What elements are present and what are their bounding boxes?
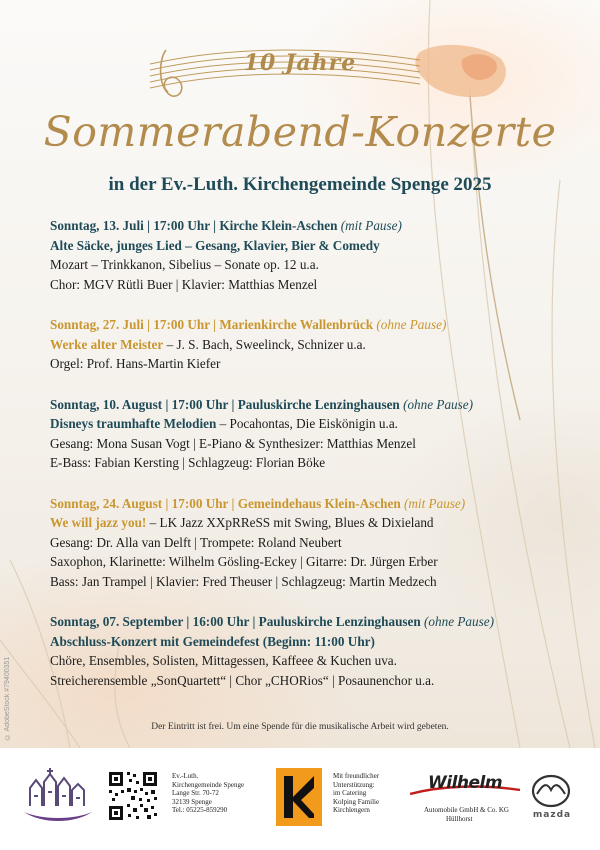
event-venue: Pauluskirche Lenzinghausen: [258, 614, 421, 629]
dealer-line: Hüllhorst: [446, 814, 473, 823]
event-line: Chöre, Ensembles, Solisten, Mittagessen, Kaffeee & Kuchen uva.: [50, 653, 397, 668]
address-line: Ev.-Luth.: [172, 772, 199, 780]
image-credit: © AdobeStock #79400351: [4, 656, 11, 740]
event-line: Saxophon, Klarinette: Wilhelm Gösling-Eckey | Gitarre: Dr. Jürgen Erber: [50, 554, 438, 569]
anniversary-label: 10 Jahre: [243, 50, 357, 76]
event-highlight-rest: – LK Jazz XXpRReSS mit Swing, Blues & Dixieland: [146, 515, 434, 530]
event-header: Sonntag, 27. Juli | 17:00 Uhr | Marienkirche Wallenbrück (ohne Pause): [50, 317, 447, 332]
event-item: [50, 315, 580, 374]
event-program: [50, 632, 580, 652]
event-highlight: We will jazz you!: [50, 515, 147, 530]
event-date: Sonntag, 13. Juli: [50, 218, 144, 233]
event-time: 17:00 Uhr: [171, 495, 229, 511]
catering-line: Kirchlengern: [333, 806, 370, 815]
event-pause-note: (mit Pause): [340, 218, 402, 233]
kolping-logo-icon: [276, 768, 322, 826]
event-pause-note: (mit Pause): [404, 495, 466, 511]
event-item: [50, 494, 580, 592]
event-pause-note: (ohne Pause): [403, 396, 474, 412]
catering-line: Mit freundlicher: [333, 772, 380, 780]
event-header: Sonntag, 07. September | 16:00 Uhr | Pauluskirche Lenzinghausen (ohne Pause): [50, 614, 494, 629]
event-list: [50, 216, 580, 711]
event-line: Bass: Jan Trampel | Klavier: Fred Theuser | Schlagzeug: Martin Medzech: [50, 573, 437, 589]
event-item: [50, 216, 580, 294]
dealer-info: [424, 806, 509, 823]
wilhelm-logo-text: Wilhelm: [428, 773, 503, 793]
mazda-wordmark: mazda: [532, 810, 572, 820]
event-date: Sonntag, 07. September: [50, 614, 184, 629]
qr-code-icon: [107, 770, 159, 822]
church-address: [172, 772, 244, 815]
address-line: Tel.: 05225-859290: [172, 806, 228, 815]
event-venue: Gemeindehaus Klein-Aschen: [237, 495, 401, 511]
event-highlight: Disneys traumhafte Melodien: [50, 416, 217, 431]
sponsor-footer: [0, 748, 600, 850]
event-line: Chor: MGV Rütli Buer | Klavier: Matthias Menzel: [50, 276, 318, 292]
event-program: [50, 414, 580, 434]
event-header: Sonntag, 24. August | 17:00 Uhr | Gemeindehaus Klein-Aschen (mit Pause): [50, 495, 466, 511]
event-line: E-Bass: Fabian Kersting | Schlagzeug: Florian Böke: [50, 455, 326, 470]
catering-line: im Catering: [333, 789, 367, 798]
event-highlight-rest: – Pocahontas, Die Eiskönigin u.a.: [216, 416, 398, 431]
event-program: [50, 513, 580, 533]
church-logo-icon: [22, 766, 94, 828]
event-highlight: Abschluss-Konzert mit Gemeindefest (Beginn: 11:00 Uhr): [50, 633, 375, 649]
event-line: Streicherensemble „SonQuartett“ | Chor „CHORios“ | Posaunenchor u.a.: [50, 672, 435, 688]
wilhelm-logo: [410, 773, 520, 800]
event-time: 17:00 Uhr: [171, 396, 229, 412]
address-line: Lange Str. 70-72: [172, 789, 219, 798]
event-date: Sonntag, 24. August: [50, 495, 163, 511]
dealer-line: Automobile GmbH & Co. KG: [424, 806, 509, 814]
admission-note: Der Eintritt ist frei. Um eine Spende für die musikalische Arbeit wird gebeten.: [151, 722, 449, 732]
catering-sponsor-text: [333, 772, 379, 815]
page-title: Sommerabend-Konzerte: [43, 108, 557, 156]
catering-line: Unterstützung:: [333, 780, 375, 789]
event-highlight: Werke alter Meister: [50, 336, 164, 352]
event-venue: Kirche Klein-Aschen: [219, 218, 338, 233]
event-date: Sonntag, 27. Juli: [50, 317, 144, 332]
subtitle: in der Ev.-Luth. Kirchengemeinde Spenge 2025: [108, 174, 492, 195]
event-highlight: Alte Säcke, junges Lied – Gesang, Klavier, Bier & Comedy: [50, 237, 380, 253]
event-date: Sonntag, 10. August: [50, 396, 163, 412]
event-line: Mozart – Trinkkanon, Sibelius – Sonate op. 12 u.a.: [50, 257, 319, 272]
event-time: 16:00 Uhr: [192, 614, 250, 629]
event-item: [50, 395, 580, 473]
event-highlight-rest: – J. S. Bach, Sweelinck, Schnizer u.a.: [163, 336, 366, 352]
event-pause-note: (ohne Pause): [424, 614, 494, 629]
event-line: Gesang: Mona Susan Vogt | E-Piano & Synthesizer: Matthias Menzel: [50, 435, 416, 451]
event-time: 17:00 Uhr: [153, 218, 210, 233]
address-line: Kirchengemeinde Spenge: [172, 780, 245, 789]
event-header: Sonntag, 13. Juli | 17:00 Uhr | Kirche Klein-Aschen (mit Pause): [50, 218, 402, 233]
event-venue: Pauluskirche Lenzinghausen: [237, 396, 400, 412]
address-line: 32139 Spenge: [172, 797, 212, 806]
event-time: 17:00 Uhr: [153, 317, 210, 332]
event-pause-note: (ohne Pause): [376, 317, 447, 332]
event-program: [50, 236, 580, 256]
mazda-logo-icon: [531, 774, 571, 808]
catering-line: Kolping Familie: [333, 797, 380, 806]
event-line: Gesang: Dr. Alla van Delft | Trompete: Roland Neubert: [50, 534, 342, 550]
event-item: [50, 612, 580, 690]
event-venue: Marienkirche Wallenbrück: [219, 317, 374, 332]
event-program: [50, 335, 580, 355]
event-line: Orgel: Prof. Hans-Martin Kiefer: [50, 356, 221, 371]
event-header: Sonntag, 10. August | 17:00 Uhr | Pauluskirche Lenzinghausen (ohne Pause): [50, 396, 474, 412]
